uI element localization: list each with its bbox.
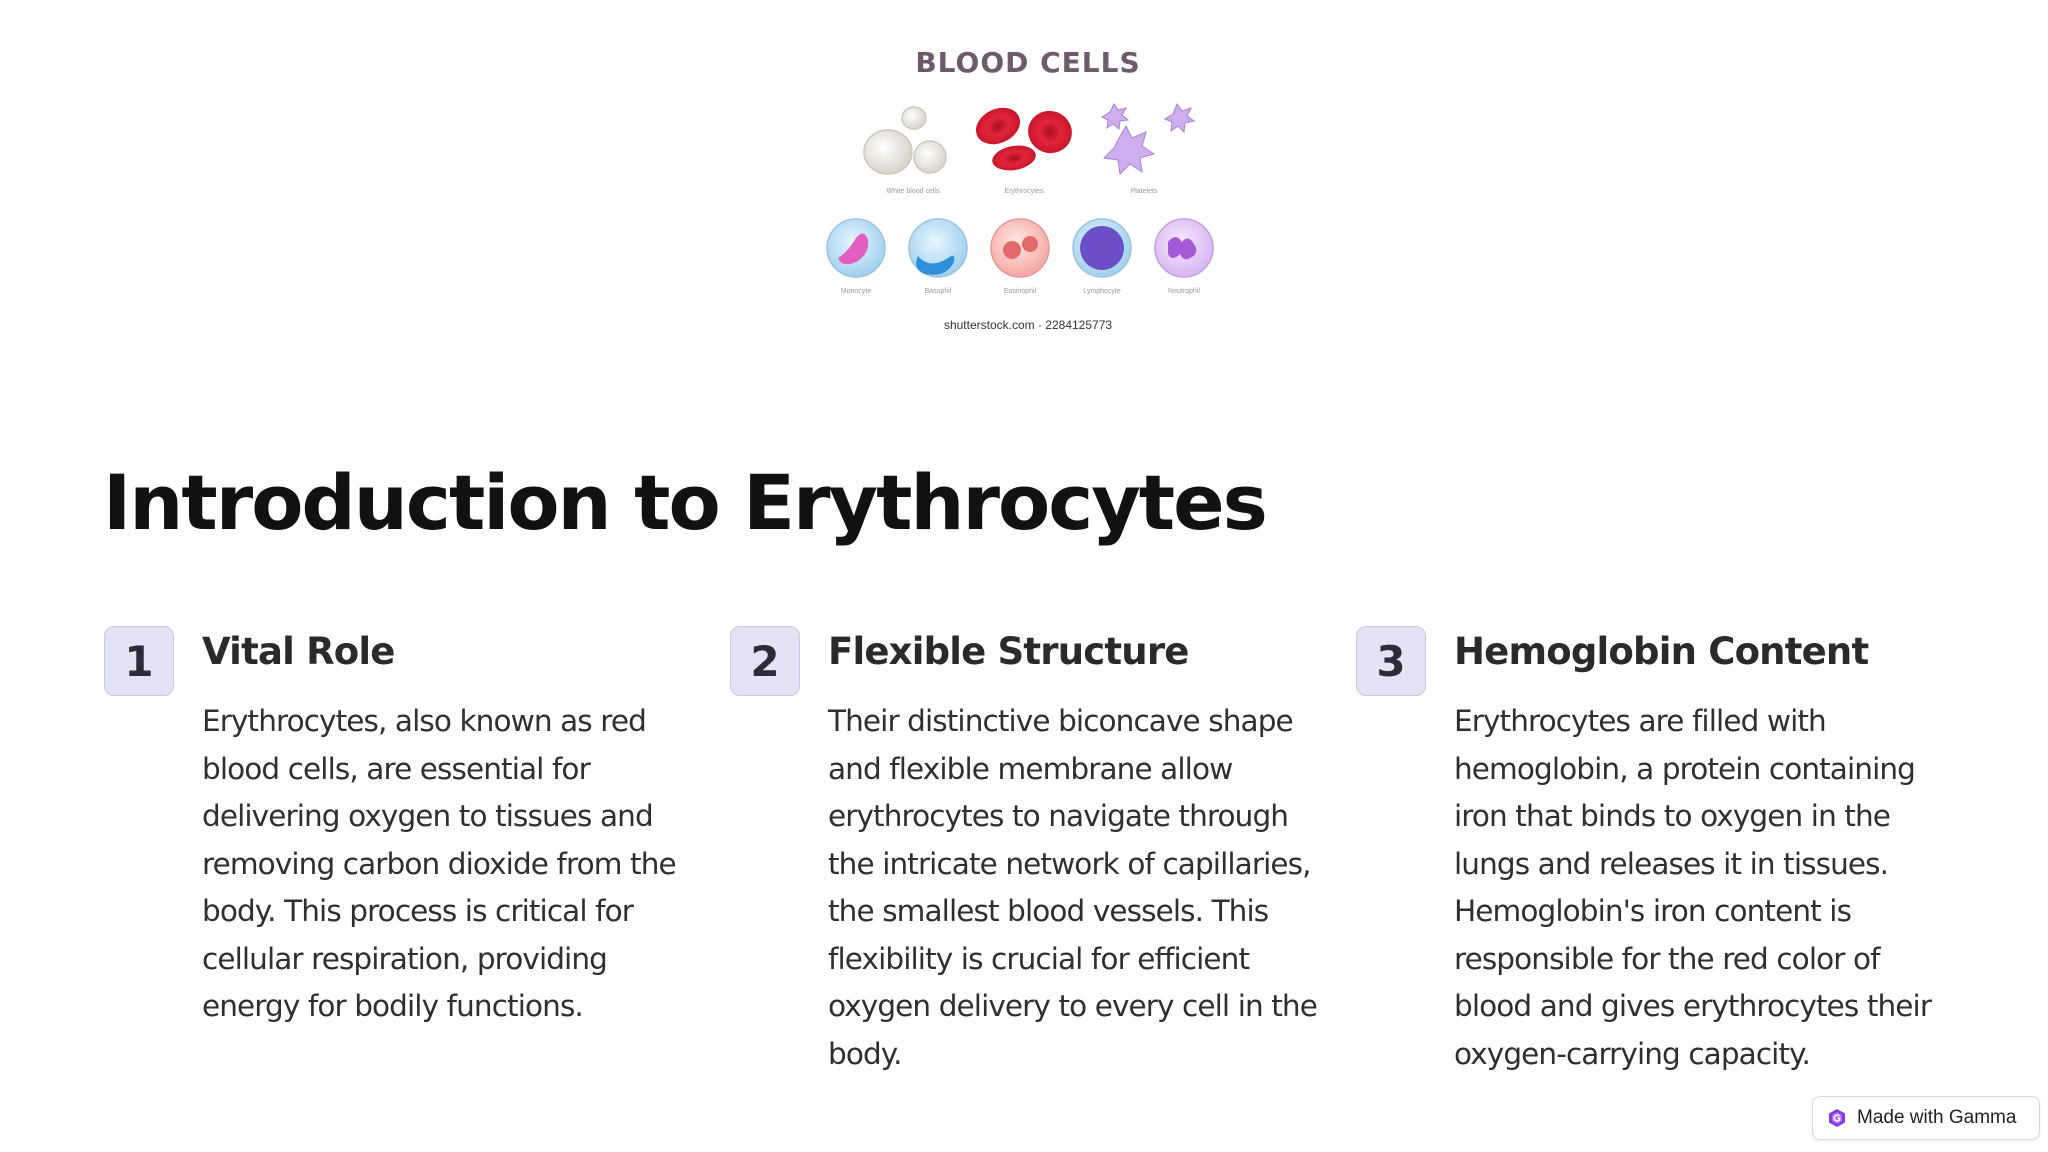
caption-lymphocyte: Lymphocyte [1083, 288, 1121, 295]
page-title: Introduction to Erythrocytes [103, 458, 1266, 547]
card-body: Erythrocytes are filled with hemoglobin, a protein containing iron that binds to oxygen in the lungs and releases it in tissues. Hemoglobin's iron content is responsible for the red color of blood and gives erythrocytes their oxygen-carrying capacity. [1454, 704, 1932, 1071]
blood-cells-image [818, 40, 1238, 350]
gamma-logo-icon [1827, 1108, 1847, 1128]
card-title: Flexible Structure [828, 630, 1189, 673]
illustration-title: BLOOD CELLS [915, 46, 1141, 79]
white-blood-cells [864, 107, 946, 174]
card-title: Hemoglobin Content [1454, 630, 1869, 673]
caption-basophil: Basophil [924, 288, 952, 295]
card-title: Vital Role [202, 630, 395, 673]
card-number-badge: 2 [730, 626, 800, 696]
card-body: Erythrocytes, also known as red blood cells, are essential for delivering oxygen to tissues and removing carbon dioxide from the body. This process is critical for cellular respiration, providing energy for bodily functions. [202, 704, 676, 1023]
caption-white-blood-cells: White blood cells [886, 188, 940, 195]
caption-eosinophil: Eosinophil [1003, 288, 1037, 295]
platelets [1102, 104, 1194, 174]
caption-erythrocytes: Erythrocytes [1004, 188, 1044, 195]
caption-monocyte: Monocyte [840, 288, 872, 295]
leukocyte-row [827, 219, 1213, 277]
red-blood-cells [970, 101, 1078, 174]
card-number-badge: 3 [1356, 626, 1426, 696]
card-body: Their distinctive biconcave shape and flexible membrane allow erythrocytes to navigate through the intricate network of capillaries, the smallest blood vessels. This flexibility is crucial for efficient oxygen delivery to every cell in the body. [828, 704, 1317, 1071]
caption-neutrophil: Neutrophil [1168, 288, 1200, 295]
illustration-credit: shutterstock.com · 2284125773 [943, 318, 1113, 332]
caption-platelets: Platelets [1130, 188, 1158, 195]
made-with-gamma-button[interactable] [1812, 1096, 2040, 1140]
gamma-badge-label: Made with Gamma [1857, 1107, 2017, 1128]
blood-cells-illustration [818, 40, 1238, 350]
card-number-badge: 1 [104, 626, 174, 696]
